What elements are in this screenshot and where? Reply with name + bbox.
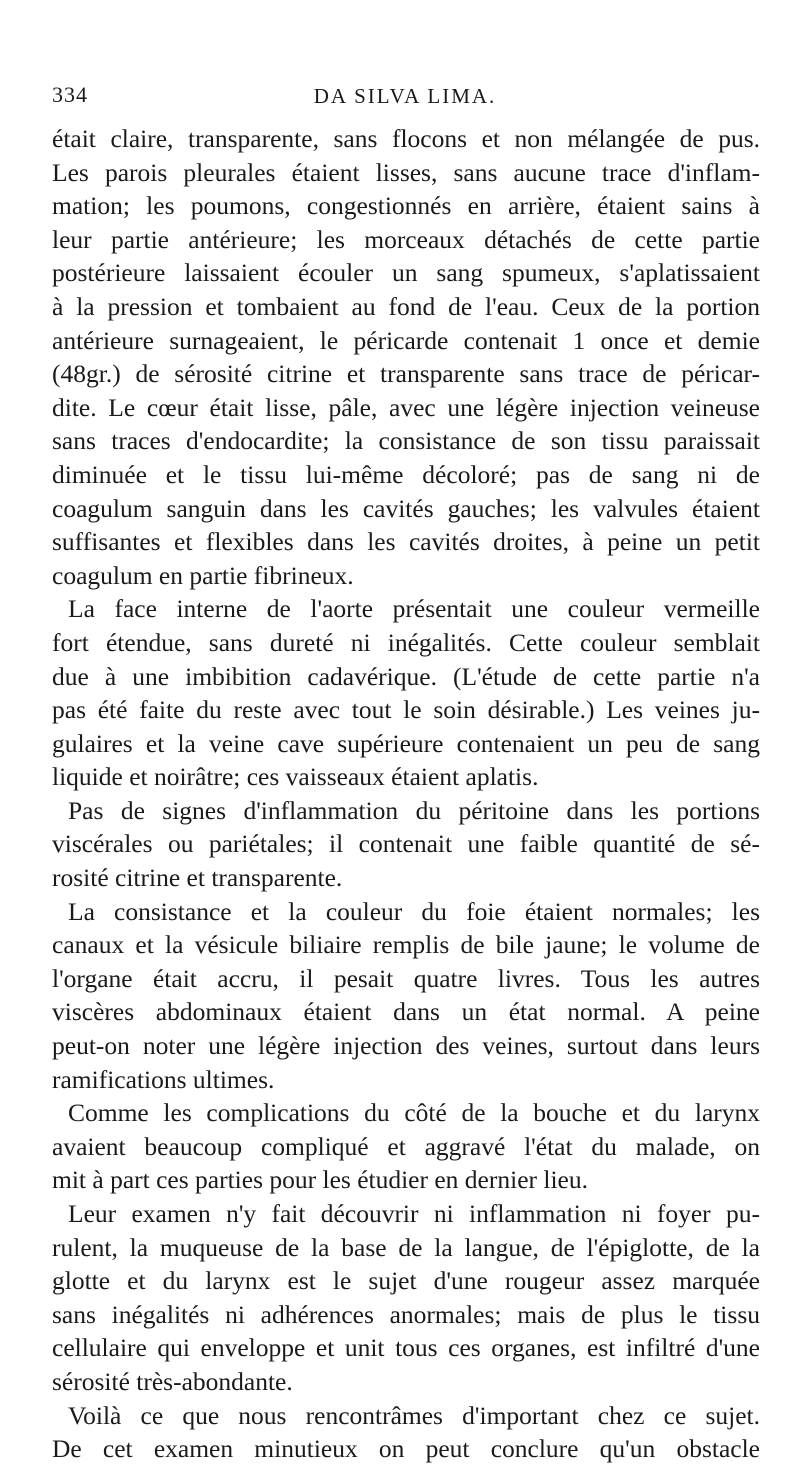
text-line: (48gr.) de sérosité citrine et transparente sans trace de péricar-	[52, 359, 760, 389]
page-number: 334	[52, 82, 88, 107]
text-line: sans traces d'endocardite; la consistance de son tissu paraissait	[52, 426, 760, 456]
text-line: gulaires et la veine cave supérieure contenaient un peu de sang	[52, 728, 760, 758]
text-line: Voilà ce que nous rencontrâmes d'important chez ce sujet.	[68, 1400, 760, 1430]
text-line: La face interne de l'aorte présentait une couleur vermeille	[68, 594, 760, 624]
text-line: canaux et la vésicule biliaire remplis de bile jaune; le volume de	[52, 930, 760, 960]
text-line: mit à part ces parties pour les étudier en dernier lieu.	[52, 1165, 588, 1195]
text-line: Leur examen n'y fait découvrir ni inflammation ni foyer pu-	[68, 1199, 760, 1228]
text-line: antérieure surnageaient, le péricarde contenait 1 once et demie	[52, 325, 760, 355]
text-line: rosité citrine et transparente.	[52, 863, 343, 893]
text-line: ramifications ultimes.	[52, 1064, 275, 1094]
text-line: liquide et noirâtre; ces vaisseaux étaient aplatis.	[52, 762, 539, 792]
text-line: avaient beaucoup compliqué et aggravé l'état du malade, on	[52, 1131, 760, 1161]
text-line: leur partie antérieure; les morceaux détachés de cette partie	[52, 224, 760, 254]
text-line: Les parois pleurales étaient lisses, sans aucune trace d'inflam-	[52, 157, 760, 187]
text-line: viscères abdominaux étaient dans un état normal. A peine	[52, 997, 760, 1027]
text-line: fort étendue, sans dureté ni inégalités. Cette couleur semblait	[52, 627, 760, 657]
running-head	[52, 82, 758, 112]
text-line: l'organe était accru, il pesait quatre livres. Tous les autres	[52, 963, 760, 993]
text-line: était claire, transparente, sans flocons et non mélangée de pus.	[52, 124, 760, 153]
text-line: Pas de signes d'inflammation du péritoine dans les portions	[68, 795, 760, 825]
text-line: Comme les complications du côté de la bouche et du larynx	[68, 1098, 760, 1128]
text-line: diminuée et le tissu lui-même décoloré; pas de sang ni de	[52, 459, 760, 489]
text-line: De cet examen minutieux on peut conclure qu'un obstacle	[52, 1434, 760, 1464]
text-line: dite. Le cœur était lisse, pâle, avec une légère injection veineuse	[52, 392, 760, 422]
text-line: sans inégalités ni adhérences anormales; mais de plus le tissu	[52, 1299, 760, 1329]
text-line: sérosité très-abondante.	[52, 1366, 293, 1396]
text-line: à la pression et tombaient au fond de l'eau. Ceux de la portion	[52, 291, 760, 321]
text-line: suffisantes et flexibles dans les cavités droites, à peine un petit	[52, 527, 760, 557]
text-line: viscérales ou pariétales; il contenait une faible quantité de sé-	[52, 829, 760, 859]
text-line: coagulum sanguin dans les cavités gauches; les valvules étaient	[52, 493, 760, 523]
text-line: due à une imbibition cadavérique. (L'étude de cette partie n'a	[52, 661, 760, 691]
running-title: DA SILVA LIMA.	[313, 84, 497, 108]
text-line: La consistance et la couleur du foie étaient normales; les	[68, 896, 760, 926]
text-line: coagulum en partie fibrineux.	[52, 560, 354, 590]
body-text	[52, 122, 760, 1466]
text-line: glotte et du larynx est le sujet d'une rougeur assez marquée	[52, 1266, 760, 1296]
text-line: rulent, la muqueuse de la base de la langue, de l'épiglotte, de la	[52, 1232, 760, 1262]
text-line: peut-on noter une légère injection des veines, surtout dans leurs	[52, 1031, 760, 1061]
text-line: pas été faite du reste avec tout le soin désirable.) Les veines ju-	[52, 695, 760, 725]
text-line: mation; les poumons, congestionnés en arrière, étaient sains à	[52, 191, 760, 221]
text-line: postérieure laissaient écouler un sang spumeux, s'aplatissaient	[52, 258, 760, 288]
text-line: cellulaire qui enveloppe et unit tous ces organes, est infiltré d'une	[52, 1333, 760, 1363]
